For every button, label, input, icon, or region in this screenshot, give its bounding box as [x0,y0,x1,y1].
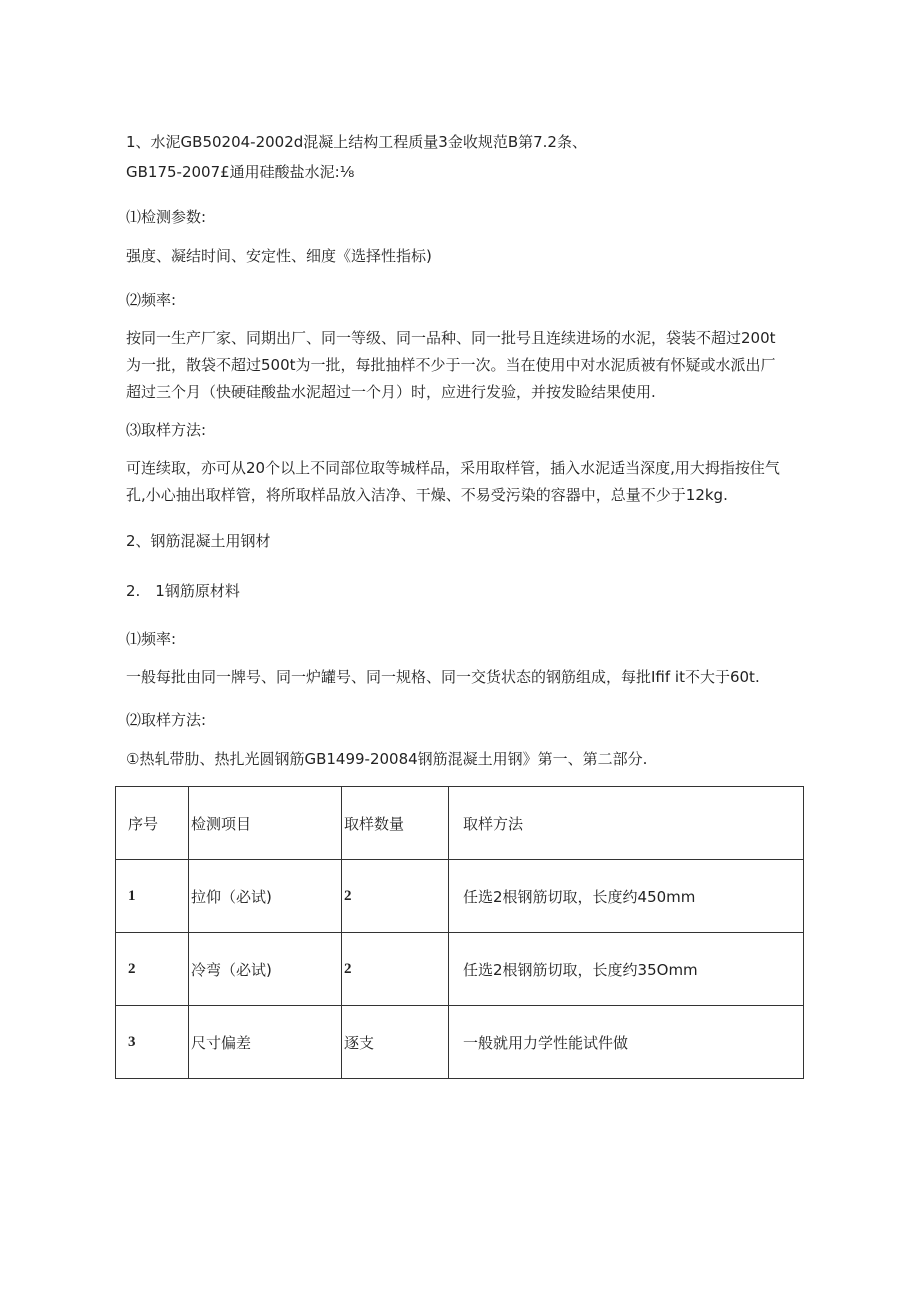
table-row [116,860,804,933]
sampling-line1: 可连续取，亦可从20个以上不同部位取等城样品，采用取样管，插入水泥适当深度,用大拇指按住气 [126,459,780,477]
sampling-line2: 孔,小心抽出取样管，将所取样品放入洁净、干燥、不易受污染的容器中，总量不少于12kg. [126,486,728,504]
rebar-standard-item: ①热轧带肋、热扎光圆钢筋GB1499-20084钢筋混凝土用钢》第一、第二部分. [126,750,648,768]
section2-frequency-text: 一般每批由同一牌号、同一炉罐号、同一规格、同一交货状态的钢筋组成，每批Ifif it不大于60t. [126,668,760,686]
table-row [116,933,804,1006]
header-cell: 检测项目 [189,787,342,860]
sampling-table [115,786,804,1079]
header-cell: 取样方法 [449,787,804,860]
frequency-line1: 按同一生产厂家、同期出厂、同一等级、同一品种、同一批号且连续进场的水泥，袋装不超过200t [126,329,776,347]
frequency-heading: ⑵频率: [126,291,177,309]
section2-title: 2、钢筋混凝土用钢材 [126,532,271,550]
params-text: 强度、凝结时间、安定性、细度《选择性指标) [126,247,432,265]
header-cell: 序号 [116,787,189,860]
section2-frequency-heading: ⑴频率: [126,630,177,648]
frequency-line3: 超过三个月（快硬硅酸盐水泥超过一个月）时，应进行发验，并按发睑结果使用. [126,383,656,401]
params-heading: ⑴检测参数: [126,208,207,226]
table-cell: 2 [342,860,449,933]
section1-title-line1: 1、水泥GB50204-2002d混凝上结构工程质量3金收规范B第7.2条、 [126,133,587,151]
table-cell: 逐支 [342,1006,449,1079]
table-cell: 一般就用力学性能试件做 [449,1006,804,1079]
frequency-line2: 为一批，散袋不超过500t为一批，每批抽样不少于一次。当在使用中对水泥质被有怀疑或水派出厂 [126,356,776,374]
table-cell: 冷弯（必试) [189,933,342,1006]
table-cell: 拉仰（必试) [189,860,342,933]
table-cell: 2 [342,933,449,1006]
section1-title-line2: GB175-2007£通用硅酸盐水泥:⅛ [126,163,355,181]
header-cell: 取样数量 [342,787,449,860]
sampling-heading: ⑶取样方法: [126,421,207,439]
table-cell: 任选2根钢筋切取，长度约35Omm [449,933,804,1006]
table-cell: 尺寸偏差 [189,1006,342,1079]
table-cell: 1 [116,860,189,933]
table-header-row [116,787,804,860]
table-cell: 2 [116,933,189,1006]
table-cell: 任选2根钢筋切取，长度约450mm [449,860,804,933]
section2-sampling-heading: ⑵取样方法: [126,711,207,729]
table-cell: 3 [116,1006,189,1079]
table-row [116,1006,804,1079]
section2-subtitle: 2. 1钢筋原材料 [126,582,240,600]
